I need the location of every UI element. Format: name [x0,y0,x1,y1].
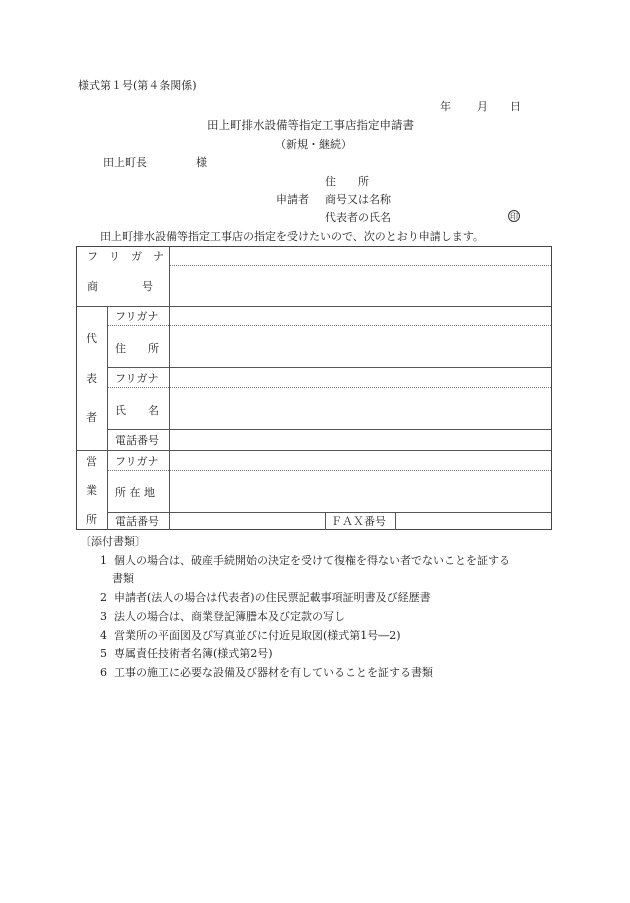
office-group-char-2: 業 [86,484,97,497]
rep-group-char-3: 者 [86,411,97,424]
attachment-item-1-cont: 書類 [112,572,134,585]
office-location-label: 所 在 地 [115,486,155,499]
attachment-num-3: 3 [100,610,107,623]
attachment-num-1: 1 [100,554,107,567]
attachment-item-3 [100,611,345,622]
attachment-text-4: 営業所の平面図及び写真並びに付近見取図(様式第1号―2) [114,629,401,642]
office-phone-label: 電話番号 [115,515,159,528]
rep-phone-label: 電話番号 [115,434,159,447]
office-fax-label: ＦＡＸ番号 [331,515,386,528]
attachment-item-6 [100,667,433,678]
date-year-label: 年 [440,100,451,113]
attachment-num-4: 4 [100,629,107,642]
rep-address-label: 住 所 [115,342,159,355]
attachment-num-6: 6 [100,666,107,679]
office-group-char-3: 所 [86,513,97,526]
attachment-text-2: 申請者(法人の場合は代表者)の住民票記載事項証明書及び経歴書 [114,591,431,604]
rep-group-char-1: 代 [86,332,97,345]
attachments-heading: 〔添付書類〕 [80,535,146,548]
attachment-item-1 [100,555,510,566]
attachment-text-1: 個人の場合は、破産手続開始の決定を受けて復権を得ない者でないことを証する [114,554,510,567]
rep-group-char-2: 表 [86,372,97,385]
date-day-label: 日 [510,100,521,113]
document-title: 田上町排水設備等指定工事店指定申請書 [207,118,414,132]
applicant-company-label: 商号又は名称 [325,193,391,206]
attachment-num-2: 2 [100,591,107,604]
application-statement: 田上町排水設備等指定工事店の指定を受けたいので、次のとおり申請します。 [100,230,484,243]
addressee-honorific: 様 [196,156,207,169]
office-furigana-label: フリガナ [115,455,159,468]
attachment-item-5 [100,648,273,659]
attachment-item-4 [100,630,401,641]
rep-name-furigana-label: フリガナ [115,372,159,385]
applicant-rep-label: 代表者の氏名 [325,211,391,224]
attachment-text-6: 工事の施工に必要な設備及び器材を有していることを証する書類 [114,666,433,679]
rep-name-label: 氏 名 [115,404,159,417]
date-month-label: 月 [477,100,488,113]
attachment-num-5: 5 [100,647,107,660]
rep-furigana-label: フリガナ [115,310,159,323]
addressee-name: 田上町長 [103,156,147,169]
document-subtitle: （新規・継続） [275,138,352,151]
furigana-label: フ リ ガ ナ [87,250,164,263]
attachment-text-5: 専属責任技術者名簿(様式第2号) [114,647,273,660]
applicant-role-label: 申請者 [276,193,309,206]
applicant-address-label: 住 所 [325,175,369,188]
seal-mark-icon: 印 [510,212,518,221]
attachment-text-3: 法人の場合は、商業登記簿謄本及び定款の写し [114,610,345,623]
attachment-item-2 [100,592,431,603]
form-number: 様式第１号(第４条関係) [78,79,197,92]
company-name-label: 商 号 [87,280,153,293]
application-form-table [76,246,552,530]
office-group-char-1: 営 [86,455,97,468]
